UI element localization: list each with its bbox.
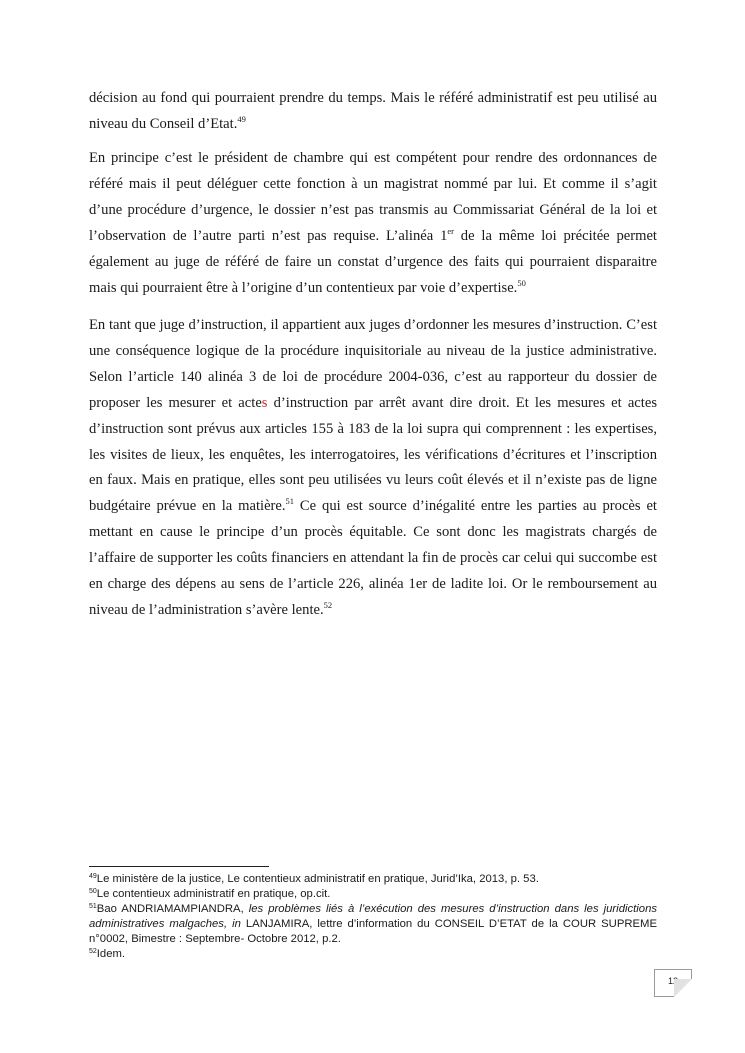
page-number-box: [654, 969, 692, 997]
superscript-er: er: [447, 225, 454, 236]
footnote-52: [89, 947, 657, 962]
paragraph-text: Ce qui est source d’inégalité entre les parties au procès et mettant en cause le principe d’un procès équitable. Ce sont donc les magistrats chargés de l’affaire de supporter les coûts financiers en attendant la fin de procès car celui qui succombe est en charge des dépens au sens de l’article 226, alinéa 1er de ladite loi. Or le remboursement au niveau de l’administration s’avère lente.: [89, 498, 657, 618]
footnotes: [89, 872, 657, 962]
paragraph-text: décision au fond qui pourraient prendre du temps. Mais le référé administratif est peu utilisé au niveau du Conseil d’Etat.: [89, 90, 657, 132]
footnote-number: 49: [89, 873, 97, 880]
footnote-ref-49[interactable]: 49: [237, 113, 246, 124]
footnote-ref-50[interactable]: 50: [517, 277, 526, 288]
footnote-italic-title: les problèmes liés à l’exécution des mesures d’instruction dans les juridictions administratives malgaches, in: [89, 903, 657, 930]
paragraph-text: d’instruction par arrêt avant dire droit. Et les mesures et actes d’instruction sont prévus aux articles 155 à 183 de la loi supra qui comprennent : les expertises, les visites de lieux, les enquêtes, les interrogatoires, les vérifications d’écritures et l’inscription en faux. Mais en pratique, elles sont peu utilisées vu leurs coût élevés et il n’existe pas de ligne budgétaire prévue en la matière.: [89, 394, 657, 515]
paragraph-text: de la même loi précitée permet également au juge de référé de faire un constat d’urgence des faits qui pourraient disparaitre mais qui pourraient être à l’origine d’un contentieux par voie d’expertise.: [89, 227, 657, 296]
footnote-text: Le ministère de la justice, Le contentieux administratif en pratique, Jurid’Ika, 2013, p. 53.: [96, 873, 539, 885]
footnote-text: Bao ANDRIAMAMPIANDRA,: [96, 903, 249, 915]
footnote-text: Le contentieux administratif en pratique, op.cit.: [96, 888, 331, 900]
paragraph-3: [89, 313, 657, 632]
footnote-separator: [89, 866, 269, 867]
footnote-50: [89, 887, 657, 902]
paragraph-2: [89, 146, 657, 309]
footnote-ref-51[interactable]: 51: [285, 496, 295, 507]
page-number: 12: [667, 976, 678, 986]
footnote-51: [89, 902, 657, 947]
paragraph-text: En tant que juge d’instruction, il appartient aux juges d’ordonner les mesures d’instruction. C’est une conséquence logique de la procédure inquisitoriale au niveau de la justice administrative. Selon l’article 140 alinéa 3 de loi de procédure 2004-036, c’est au rapporteur du dossier de proposer les mesurer et acte: [89, 317, 657, 411]
paragraph-1: [89, 86, 657, 146]
footnote-text: Idem.: [96, 948, 126, 960]
footnote-49: [89, 872, 657, 887]
footnote-text: LANJAMIRA, lettre d’information du CONSEIL D’ETAT de la COUR SUPREME n°0002, Bimestre : Septembre- Octobre 2012, p.2.: [89, 918, 657, 945]
footnote-ref-52[interactable]: 52: [323, 599, 333, 610]
footnote-number: 50: [89, 888, 97, 895]
highlighted-letter: s: [261, 394, 268, 411]
paragraph-text: En principe c’est le président de chambre qui est compétent pour rendre des ordonnances de référé mais il peut déléguer cette fonction à un magistrat nommé par lui. Et comme il s’agit d’une procédure d’urgence, le dossier n’est pas transmis au Commissariat Général de la loi et l’observation de l’autre parti n’est pas requise. L’alinéa 1: [89, 150, 657, 244]
footnote-number: 52: [89, 948, 97, 955]
footnote-number: 51: [89, 903, 97, 910]
page-curl-icon: [674, 979, 692, 997]
